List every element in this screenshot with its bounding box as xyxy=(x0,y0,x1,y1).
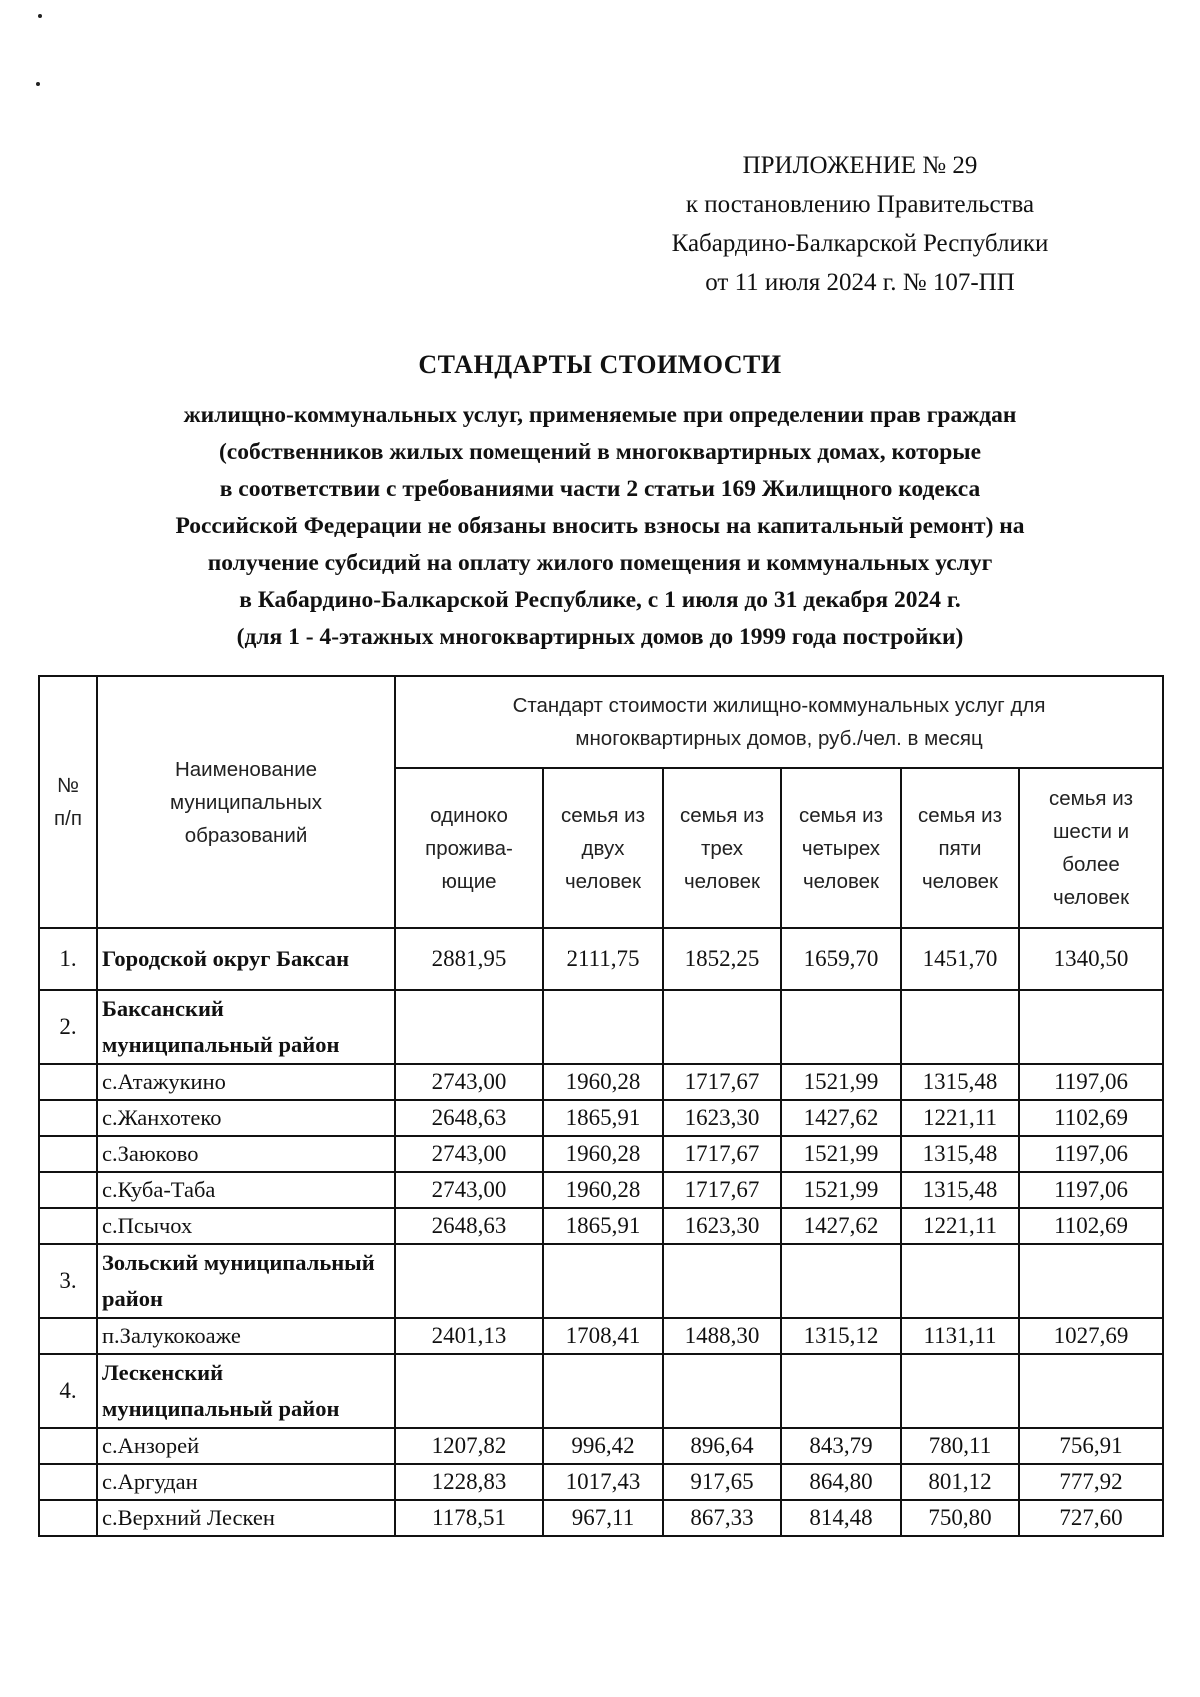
cost-value: 1207,82 xyxy=(395,1428,543,1464)
cost-value: 1315,48 xyxy=(901,1064,1019,1100)
appendix-date: от 11 июля 2024 г. № 107-ПП xyxy=(705,269,1015,296)
row-number: 2. xyxy=(39,990,97,1064)
table-row xyxy=(39,928,1163,990)
cost-value: 2743,00 xyxy=(395,1064,543,1100)
cost-value: 1960,28 xyxy=(543,1172,663,1208)
cost-value: 896,64 xyxy=(663,1428,781,1464)
cost-value: 1960,28 xyxy=(543,1136,663,1172)
header-number: № п/п xyxy=(39,676,97,928)
cost-value: 996,42 xyxy=(543,1428,663,1464)
municipality-name: Зольский муниципальный район xyxy=(97,1244,395,1318)
municipality-name: с.Верхний Лескен xyxy=(97,1500,395,1536)
cost-value: 777,92 xyxy=(1019,1464,1163,1500)
cost-value xyxy=(543,1244,663,1318)
cost-value: 2881,95 xyxy=(395,928,543,990)
cost-value: 867,33 xyxy=(663,1500,781,1536)
cost-value: 1521,99 xyxy=(781,1172,901,1208)
subtitle-line: (для 1 - 4-этажных многоквартирных домов до 1999 года постройки) xyxy=(236,624,964,650)
cost-value: 2401,13 xyxy=(395,1318,543,1354)
cost-value: 1102,69 xyxy=(1019,1208,1163,1244)
table-row xyxy=(39,1464,1163,1500)
row-number xyxy=(39,1500,97,1536)
subtitle-line: жилищно-коммунальных услуг, применяемые при определении прав граждан xyxy=(183,402,1017,428)
document-subtitle xyxy=(70,397,1130,656)
cost-value: 917,65 xyxy=(663,1464,781,1500)
header-household-size: семья из пяти человек xyxy=(901,768,1019,928)
cost-value: 1865,91 xyxy=(543,1100,663,1136)
municipality-name: Городской округ Баксан xyxy=(97,928,395,990)
document-title: СТАНДАРТЫ СТОИМОСТИ xyxy=(418,350,782,379)
municipality-name: Баксанский муниципальный район xyxy=(97,990,395,1064)
cost-value: 967,11 xyxy=(543,1500,663,1536)
table-row xyxy=(39,1100,1163,1136)
cost-value: 1717,67 xyxy=(663,1136,781,1172)
cost-value: 1623,30 xyxy=(663,1208,781,1244)
cost-value xyxy=(1019,990,1163,1064)
cost-value xyxy=(901,1244,1019,1318)
cost-value xyxy=(663,990,781,1064)
cost-value: 2743,00 xyxy=(395,1172,543,1208)
table-row xyxy=(39,1136,1163,1172)
cost-value xyxy=(781,1354,901,1428)
header-household-size: семья из четырех человек xyxy=(781,768,901,928)
table-row xyxy=(39,1500,1163,1536)
row-number xyxy=(39,1428,97,1464)
cost-value xyxy=(781,990,901,1064)
cost-value xyxy=(1019,1244,1163,1318)
cost-value: 1521,99 xyxy=(781,1064,901,1100)
table-row xyxy=(39,1318,1163,1354)
cost-value: 1427,62 xyxy=(781,1208,901,1244)
municipality-name: с.Аргудан xyxy=(97,1464,395,1500)
cost-value: 1623,30 xyxy=(663,1100,781,1136)
cost-value: 814,48 xyxy=(781,1500,901,1536)
cost-value: 1221,11 xyxy=(901,1100,1019,1136)
cost-value: 756,91 xyxy=(1019,1428,1163,1464)
cost-value xyxy=(395,1244,543,1318)
appendix-ref: к постановлению Правительства xyxy=(685,191,1035,218)
cost-value: 864,80 xyxy=(781,1464,901,1500)
municipality-name: с.Жанхотеко xyxy=(97,1100,395,1136)
header-household-size: семья из трех человек xyxy=(663,768,781,928)
table-row xyxy=(39,1244,1163,1318)
cost-value: 1340,50 xyxy=(1019,928,1163,990)
cost-value xyxy=(901,1354,1019,1428)
table-row xyxy=(39,990,1163,1064)
cost-value xyxy=(901,990,1019,1064)
municipality-name: с.Анзорей xyxy=(97,1428,395,1464)
cost-value: 780,11 xyxy=(901,1428,1019,1464)
cost-value xyxy=(663,1244,781,1318)
cost-value xyxy=(781,1244,901,1318)
row-number xyxy=(39,1064,97,1100)
cost-value: 1451,70 xyxy=(901,928,1019,990)
cost-value: 1197,06 xyxy=(1019,1136,1163,1172)
subtitle-line: (собственников жилых помещений в многоквартирных домах, которые xyxy=(218,439,982,465)
cost-value: 1488,30 xyxy=(663,1318,781,1354)
municipality-name: Лескенский муниципальный район xyxy=(97,1354,395,1428)
row-number: 4. xyxy=(39,1354,97,1428)
cost-value: 1865,91 xyxy=(543,1208,663,1244)
cost-value: 801,12 xyxy=(901,1464,1019,1500)
cost-value: 1131,11 xyxy=(901,1318,1019,1354)
cost-value: 1197,06 xyxy=(1019,1172,1163,1208)
cost-value xyxy=(1019,1354,1163,1428)
cost-value xyxy=(543,990,663,1064)
municipality-name: с.Псычох xyxy=(97,1208,395,1244)
row-number: 3. xyxy=(39,1244,97,1318)
scan-speck xyxy=(36,82,40,86)
header-household-size: семья из двух человек xyxy=(543,768,663,928)
municipality-name: с.Куба-Таба xyxy=(97,1172,395,1208)
municipality-name: п.Залукокоаже xyxy=(97,1318,395,1354)
header-municipality: Наименование муниципальных образований xyxy=(97,676,395,928)
cost-value: 1521,99 xyxy=(781,1136,901,1172)
header-cost-standard: Стандарт стоимости жилищно-коммунальных услуг для многоквартирных домов, руб./чел. в месяц xyxy=(395,676,1163,768)
cost-value: 1027,69 xyxy=(1019,1318,1163,1354)
table-row xyxy=(39,1064,1163,1100)
cost-value: 1717,67 xyxy=(663,1064,781,1100)
row-number xyxy=(39,1464,97,1500)
cost-value: 2743,00 xyxy=(395,1136,543,1172)
cost-value: 1852,25 xyxy=(663,928,781,990)
cost-value xyxy=(395,1354,543,1428)
header-household-size: семья из шести и более человек xyxy=(1019,768,1163,928)
header-household-size: одиноко прожива-ющие xyxy=(395,768,543,928)
cost-value: 1960,28 xyxy=(543,1064,663,1100)
cost-value: 1427,62 xyxy=(781,1100,901,1136)
appendix-government: Кабардино-Балкарской Республики xyxy=(671,230,1049,257)
cost-value xyxy=(663,1354,781,1428)
appendix-block xyxy=(600,146,1120,302)
row-number: 1. xyxy=(39,928,97,990)
cost-value: 727,60 xyxy=(1019,1500,1163,1536)
cost-value: 2648,63 xyxy=(395,1208,543,1244)
cost-standards-table xyxy=(38,675,1164,1537)
subtitle-line: получение субсидий на оплату жилого помещения и коммунальных услуг xyxy=(207,550,993,576)
cost-value: 2648,63 xyxy=(395,1100,543,1136)
cost-value xyxy=(543,1354,663,1428)
cost-value: 750,80 xyxy=(901,1500,1019,1536)
cost-value: 843,79 xyxy=(781,1428,901,1464)
subtitle-line: в соответствии с требованиями части 2 статьи 169 Жилищного кодекса xyxy=(219,476,981,502)
subtitle-line: Российской Федерации не обязаны вносить взносы на капитальный ремонт) на xyxy=(175,513,1025,539)
table-row xyxy=(39,1354,1163,1428)
table-row xyxy=(39,1208,1163,1244)
cost-value: 1659,70 xyxy=(781,928,901,990)
table-row xyxy=(39,1172,1163,1208)
cost-value: 1315,48 xyxy=(901,1136,1019,1172)
table-row xyxy=(39,1428,1163,1464)
cost-value: 1102,69 xyxy=(1019,1100,1163,1136)
cost-value: 2111,75 xyxy=(543,928,663,990)
row-number xyxy=(39,1100,97,1136)
row-number xyxy=(39,1136,97,1172)
scan-speck xyxy=(38,14,42,18)
cost-value xyxy=(395,990,543,1064)
cost-value: 1228,83 xyxy=(395,1464,543,1500)
cost-value: 1178,51 xyxy=(395,1500,543,1536)
subtitle-line: в Кабардино-Балкарской Республике, с 1 июля до 31 декабря 2024 г. xyxy=(239,587,961,613)
municipality-name: с.Заюково xyxy=(97,1136,395,1172)
cost-value: 1717,67 xyxy=(663,1172,781,1208)
row-number xyxy=(39,1172,97,1208)
municipality-name: с.Атажукино xyxy=(97,1064,395,1100)
cost-value: 1315,12 xyxy=(781,1318,901,1354)
cost-value: 1017,43 xyxy=(543,1464,663,1500)
appendix-number: ПРИЛОЖЕНИЕ № 29 xyxy=(742,152,978,179)
cost-value: 1315,48 xyxy=(901,1172,1019,1208)
row-number xyxy=(39,1318,97,1354)
cost-value: 1708,41 xyxy=(543,1318,663,1354)
cost-value: 1197,06 xyxy=(1019,1064,1163,1100)
row-number xyxy=(39,1208,97,1244)
cost-value: 1221,11 xyxy=(901,1208,1019,1244)
